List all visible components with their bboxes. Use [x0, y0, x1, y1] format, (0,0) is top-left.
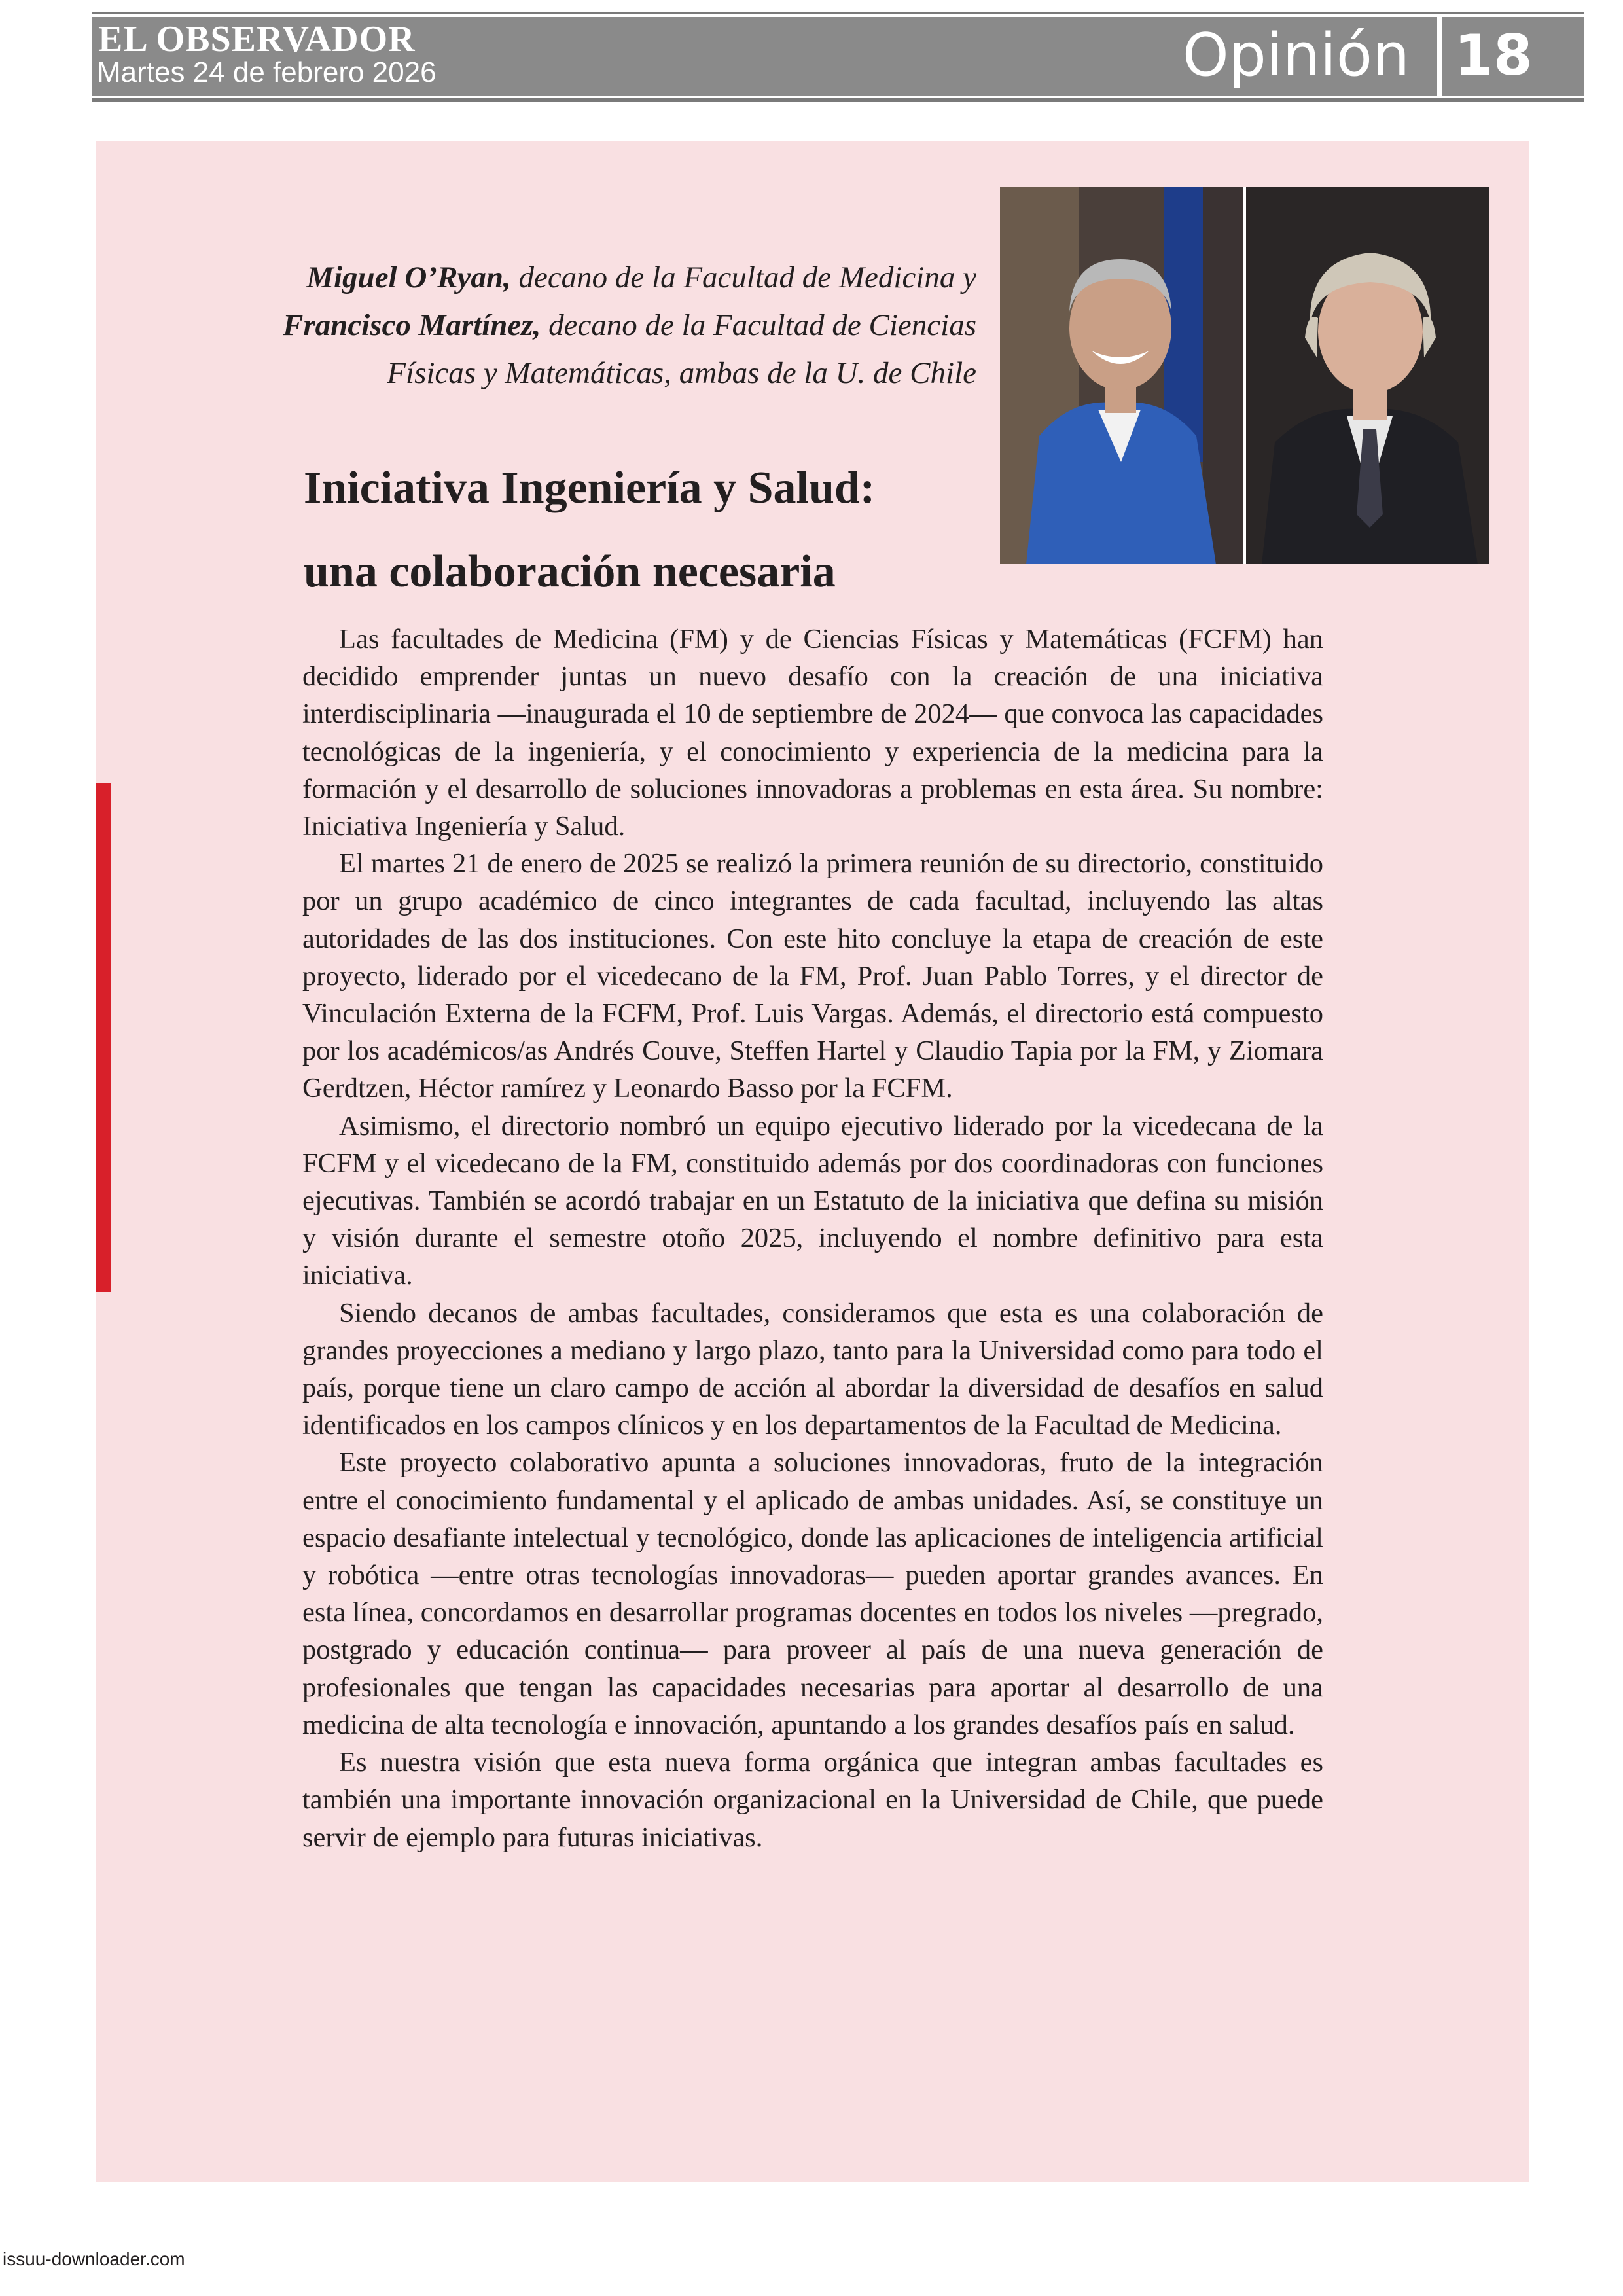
author-role: decano de la Facultad de Medicina y	[510, 260, 976, 295]
header-top-rule	[92, 12, 1584, 14]
body-paragraph: Las facultades de Medicina (FM) y de Ciencias Físicas y Matemáticas (FCFM) han decidido emprender juntas un nuevo desafío con la creación de una iniciativa interdisciplinaria —inaugurada el 10 de septiembre de 2024— que convoca las capacidades tecnológicas de la ingeniería, y el conocimiento y experiencia de la medicina para la formación y el desarrollo de soluciones innovadoras a problemas en esta área. Su nombre: Iniciativa Ingeniería y Salud.	[302, 624, 1323, 842]
article-body	[302, 620, 1323, 1856]
byline	[196, 254, 976, 397]
headline-line: Iniciativa Ingeniería y Salud:	[304, 463, 876, 513]
body-paragraph: Este proyecto colaborativo apunta a soluciones innovadoras, fruto de la integración entre el conocimiento fundamental y el aplicado de ambas unidades. Así, se constituye un espacio desafiante intelectual y tecnológico, donde las aplicaciones de inteligencia artificial y robótica —entre otras tecnologías innovadoras— pueden aportar grandes avances. En esta línea, concordamos en desarrollar programas docentes en todos los niveles —pregrado, postgrado y educación continua— para proveer al país de una nueva generación de profesionales que tengan las capacidades necesarias para aportar al desarrollo de una medicina de alta tecnología e innovación, apuntando a los grandes desafíos país en salud.	[302, 1447, 1323, 1740]
authors-photo	[1000, 187, 1489, 564]
page-number: 18	[1454, 23, 1533, 88]
headline	[304, 446, 991, 614]
body-paragraph: Asimismo, el directorio nombró un equipo ejecutivo liderado por la vicedecana de la FCFM y el vicedecano de la FM, constituido además por dos coordinadoras con funciones ejecutivas. También se acordó trabajar en un Estatuto de la iniciativa que defina su misión y visión durante el semestre otoño 2025, incluyendo el nombre definitivo para esta iniciativa.	[302, 1110, 1323, 1291]
body-paragraph: Siendo decanos de ambas facultades, consideramos que esta es una colaboración de grandes proyecciones a mediano y largo plazo, tanto para la Universidad como para todo el país, porque tiene un claro campo de acción al abordar la diversidad de desafíos en salud identificados en los campos clínicos y en los departamentos de la Facultad de Medicina.	[302, 1297, 1323, 1441]
authors-photo-image	[1000, 187, 1489, 564]
headline-line: una colaboración necesaria	[304, 547, 836, 597]
author-name: Miguel O’Ryan,	[306, 260, 511, 295]
header-bottom-rule	[92, 98, 1584, 102]
source-watermark: issuu-downloader.com	[3, 2249, 185, 2269]
newspaper-name: EL OBSERVADOR	[98, 19, 416, 60]
author-affiliation: Físicas y Matemáticas, ambas de la U. de Chile	[387, 356, 976, 390]
issue-date: Martes 24 de febrero 2026	[97, 56, 437, 88]
body-paragraph: El martes 21 de enero de 2025 se realizó la primera reunión de su directorio, constituido por un grupo académico de cinco integrantes de cada facultad, incluyendo las altas autoridades de las dos instituciones. Con este hito concluye la etapa de creación de este proyecto, liderado por el vicedecano de la FM, Prof. Juan Pablo Torres, y el director de Vinculación Externa de la FCFM, Prof. Luis Vargas. Además, el directorio está compuesto por los académicos/as Andrés Couve, Steffen Hartel y Claudio Tapia por la FM, y Ziomara Gerdtzen, Héctor ramírez y Leonardo Basso por la FCFM.	[302, 848, 1323, 1104]
author-role: decano de la Facultad de Ciencias	[541, 308, 976, 342]
header-divider	[1437, 17, 1442, 98]
section-name: Opinión	[1182, 21, 1410, 90]
body-paragraph: Es nuestra visión que esta nueva forma orgánica que integran ambas facultades es también una importante innovación organizacional en la Universidad de Chile, que puede servir de ejemplo para futuras iniciativas.	[302, 1747, 1323, 1853]
accent-bar	[96, 783, 111, 1292]
author-name: Francisco Martínez,	[282, 308, 541, 342]
